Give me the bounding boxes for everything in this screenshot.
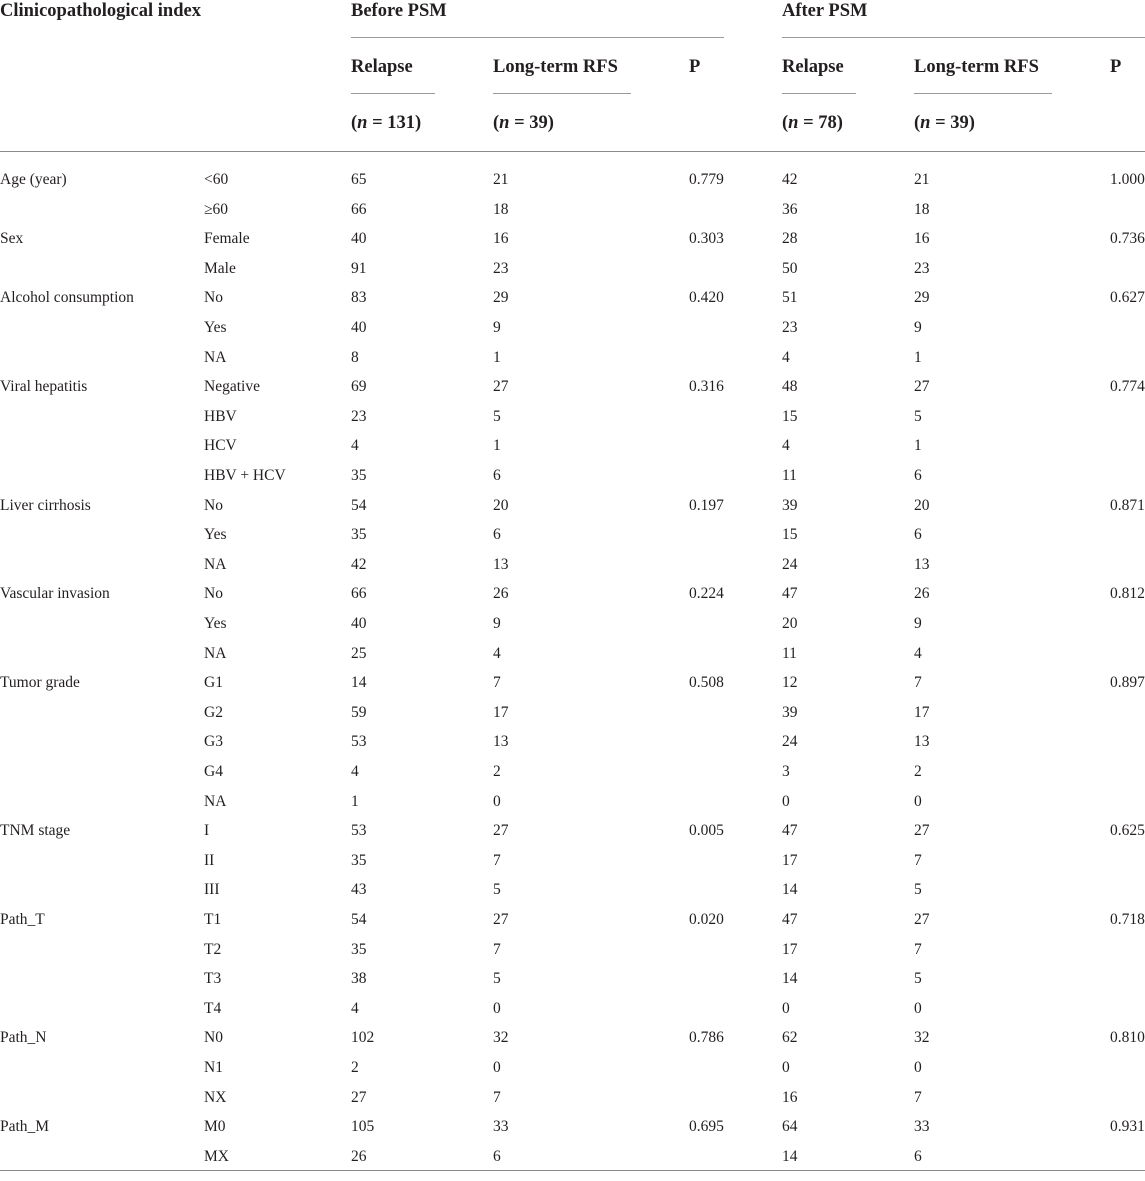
cell-before-p: 0.695 <box>689 1118 724 1136</box>
cell-category: Female <box>204 230 250 248</box>
cell-after-longterm: 13 <box>914 555 930 573</box>
cell-after-relapse: 16 <box>782 1088 798 1106</box>
cell-after-relapse: 15 <box>782 407 798 425</box>
cell-after-relapse: 47 <box>782 911 798 928</box>
cell-category: NX <box>204 1088 227 1106</box>
cell-category: MX <box>204 1147 229 1165</box>
header-index: Clinicopathological index <box>0 1 201 21</box>
cell-after-longterm: 26 <box>914 585 930 603</box>
header-before-longterm-n: (n = 39) <box>493 113 554 133</box>
cell-after-longterm: 1 <box>914 348 922 366</box>
cell-before-longterm: 0 <box>493 1059 501 1076</box>
rule-after-longterm <box>914 93 1052 94</box>
cell-category: No <box>204 585 223 603</box>
cell-before-longterm: 5 <box>493 881 501 899</box>
cell-before-p: 0.420 <box>689 289 724 307</box>
cell-before-relapse: 66 <box>351 200 367 218</box>
cell-before-relapse: 38 <box>351 970 367 988</box>
cell-after-relapse: 17 <box>782 851 798 869</box>
header-after-relapse-n: (n = 78) <box>782 113 843 133</box>
cell-category: M0 <box>204 1118 226 1136</box>
cell-before-relapse: 23 <box>351 407 367 425</box>
cell-category: Negative <box>204 378 260 396</box>
cell-before-longterm: 2 <box>493 763 501 780</box>
cell-after-p: 0.871 <box>1110 496 1145 514</box>
cell-before-relapse: 59 <box>351 703 367 721</box>
cell-category: <60 <box>204 171 229 188</box>
cell-category: N1 <box>204 1059 223 1076</box>
cell-category: No <box>204 496 223 514</box>
cell-category: T2 <box>204 940 222 958</box>
header-before-relapse: Relapse <box>351 57 413 77</box>
cell-before-relapse: 65 <box>351 171 367 188</box>
rule-table-bottom <box>0 1170 1145 1171</box>
cell-after-relapse: 14 <box>782 970 798 988</box>
rule-after-psm <box>782 37 1145 38</box>
cell-before-relapse: 4 <box>351 437 359 455</box>
header-after-p: P <box>1110 57 1122 77</box>
cell-index: TNM stage <box>0 822 71 840</box>
cell-before-longterm: 21 <box>493 171 509 188</box>
cell-before-longterm: 5 <box>493 970 501 988</box>
cell-category: T1 <box>204 911 222 928</box>
cell-after-longterm: 2 <box>914 763 922 780</box>
cell-index: Sex <box>0 230 24 248</box>
cell-index: Vascular invasion <box>0 585 110 603</box>
header-before-psm: Before PSM <box>351 1 447 21</box>
cell-category: Yes <box>204 526 227 544</box>
cell-after-relapse: 64 <box>782 1118 798 1136</box>
cell-index: Tumor grade <box>0 674 80 692</box>
cell-index: Path_M <box>0 1118 50 1136</box>
cell-before-relapse: 25 <box>351 644 367 662</box>
cell-before-p: 0.224 <box>689 585 724 603</box>
cell-before-relapse: 40 <box>351 319 367 336</box>
cell-after-relapse: 39 <box>782 496 798 514</box>
cell-after-longterm: 17 <box>914 703 930 721</box>
cell-before-relapse: 14 <box>351 674 367 692</box>
cell-before-relapse: 35 <box>351 467 367 484</box>
cell-after-relapse: 47 <box>782 585 798 603</box>
cell-before-longterm: 1 <box>493 437 501 455</box>
cell-after-longterm: 27 <box>914 378 930 396</box>
cell-after-longterm: 1 <box>914 437 922 455</box>
cell-before-relapse: 2 <box>351 1059 359 1076</box>
cell-before-longterm: 5 <box>493 407 501 425</box>
cell-category: HBV + HCV <box>204 467 286 484</box>
header-before-p: P <box>689 57 701 77</box>
cell-after-relapse: 17 <box>782 940 798 958</box>
cell-after-longterm: 4 <box>914 644 922 662</box>
cell-after-relapse: 4 <box>782 348 790 366</box>
cell-before-relapse: 40 <box>351 230 367 248</box>
cell-after-longterm: 18 <box>914 200 930 218</box>
cell-before-relapse: 53 <box>351 733 367 751</box>
cell-category: NA <box>204 792 227 810</box>
cell-before-p: 0.316 <box>689 378 724 396</box>
cell-after-relapse: 51 <box>782 289 798 307</box>
cell-after-longterm: 6 <box>914 1147 922 1165</box>
cell-after-longterm: 21 <box>914 171 930 188</box>
cell-index: Liver cirrhosis <box>0 496 91 514</box>
cell-after-relapse: 47 <box>782 822 798 840</box>
cell-after-longterm: 0 <box>914 1059 922 1076</box>
cell-before-relapse: 53 <box>351 822 367 840</box>
rule-before-relapse <box>351 93 435 94</box>
header-before-longterm: Long-term RFS <box>493 57 618 77</box>
cell-before-longterm: 13 <box>493 555 509 573</box>
cell-before-relapse: 1 <box>351 792 359 810</box>
cell-category: III <box>204 881 220 899</box>
cell-after-relapse: 28 <box>782 230 798 248</box>
cell-after-relapse: 0 <box>782 999 790 1017</box>
cell-after-p: 0.810 <box>1110 1029 1145 1047</box>
cell-before-longterm: 27 <box>493 911 509 928</box>
cell-before-longterm: 33 <box>493 1118 509 1136</box>
cell-after-relapse: 0 <box>782 1059 790 1076</box>
cell-after-relapse: 20 <box>782 615 798 632</box>
cell-category: Yes <box>204 319 227 336</box>
rule-before-longterm <box>493 93 631 94</box>
cell-before-relapse: 105 <box>351 1118 375 1136</box>
cell-category: NA <box>204 555 227 573</box>
cell-before-longterm: 29 <box>493 289 509 307</box>
cell-index: Path_T <box>0 911 45 928</box>
cell-before-longterm: 7 <box>493 674 501 692</box>
cell-after-p: 0.812 <box>1110 585 1145 603</box>
cell-before-relapse: 8 <box>351 348 359 366</box>
cell-after-longterm: 33 <box>914 1118 930 1136</box>
cell-index: Alcohol consumption <box>0 289 134 307</box>
cell-after-relapse: 48 <box>782 378 798 396</box>
cell-after-relapse: 36 <box>782 200 798 218</box>
cell-after-relapse: 4 <box>782 437 790 455</box>
cell-after-longterm: 9 <box>914 319 922 336</box>
cell-before-relapse: 35 <box>351 526 367 544</box>
header-before-relapse-n: (n = 131) <box>351 113 422 133</box>
cell-category: HCV <box>204 437 237 455</box>
cell-category: G2 <box>204 703 223 721</box>
cell-after-longterm: 9 <box>914 615 922 632</box>
cell-index: Viral hepatitis <box>0 378 88 396</box>
cell-after-longterm: 23 <box>914 259 930 277</box>
cell-index: Age (year) <box>0 171 67 188</box>
cell-before-longterm: 6 <box>493 526 501 544</box>
cell-before-relapse: 66 <box>351 585 367 603</box>
cell-before-relapse: 26 <box>351 1147 367 1165</box>
cell-before-longterm: 18 <box>493 200 509 218</box>
cell-before-p: 0.303 <box>689 230 724 248</box>
cell-before-longterm: 13 <box>493 733 509 751</box>
cell-after-longterm: 5 <box>914 970 922 988</box>
cell-before-longterm: 0 <box>493 999 501 1017</box>
cell-before-p: 0.779 <box>689 171 724 188</box>
cell-after-longterm: 7 <box>914 851 922 869</box>
cell-before-relapse: 43 <box>351 881 367 899</box>
cell-before-relapse: 35 <box>351 940 367 958</box>
cell-after-relapse: 50 <box>782 259 798 277</box>
cell-after-relapse: 62 <box>782 1029 798 1047</box>
cell-before-relapse: 40 <box>351 615 367 632</box>
cell-before-longterm: 16 <box>493 230 509 248</box>
cell-category: Male <box>204 259 236 277</box>
cell-before-relapse: 54 <box>351 911 367 928</box>
cell-category: HBV <box>204 407 237 425</box>
cell-before-longterm: 6 <box>493 1147 501 1165</box>
cell-before-longterm: 26 <box>493 585 509 603</box>
cell-before-longterm: 7 <box>493 940 501 958</box>
cell-after-relapse: 42 <box>782 171 798 188</box>
cell-index: Path_N <box>0 1029 47 1047</box>
cell-category: G3 <box>204 733 223 751</box>
cell-after-relapse: 23 <box>782 319 798 336</box>
cell-before-p: 0.786 <box>689 1029 724 1047</box>
cell-category: NA <box>204 644 227 662</box>
cell-after-p: 0.931 <box>1110 1118 1145 1136</box>
cell-after-longterm: 29 <box>914 289 930 307</box>
cell-category: T4 <box>204 999 222 1017</box>
cell-after-relapse: 24 <box>782 555 798 573</box>
cell-before-longterm: 7 <box>493 1088 501 1106</box>
cell-before-longterm: 9 <box>493 319 501 336</box>
cell-after-p: 1.000 <box>1110 171 1145 188</box>
cell-before-relapse: 54 <box>351 496 367 514</box>
cell-after-relapse: 12 <box>782 674 798 692</box>
cell-after-longterm: 20 <box>914 496 930 514</box>
cell-after-longterm: 27 <box>914 822 930 840</box>
cell-category: II <box>204 851 215 869</box>
cell-before-longterm: 6 <box>493 467 501 484</box>
cell-after-longterm: 13 <box>914 733 930 751</box>
cell-category: No <box>204 289 223 307</box>
cell-after-longterm: 0 <box>914 792 922 810</box>
cell-after-p: 0.774 <box>1110 378 1145 396</box>
rule-before-psm <box>351 37 724 38</box>
cell-after-longterm: 5 <box>914 881 922 899</box>
cell-before-longterm: 7 <box>493 851 501 869</box>
cell-category: I <box>204 822 210 840</box>
cell-before-relapse: 69 <box>351 378 367 396</box>
cell-before-longterm: 23 <box>493 259 509 277</box>
cell-after-longterm: 5 <box>914 407 922 425</box>
cell-after-relapse: 15 <box>782 526 798 544</box>
cell-before-longterm: 32 <box>493 1029 509 1047</box>
cell-after-relapse: 11 <box>782 467 797 484</box>
cell-after-relapse: 24 <box>782 733 798 751</box>
cell-after-p: 0.625 <box>1110 822 1145 840</box>
cell-before-longterm: 17 <box>493 703 509 721</box>
cell-before-longterm: 9 <box>493 615 501 632</box>
cell-before-relapse: 42 <box>351 555 367 573</box>
cell-after-p: 0.736 <box>1110 230 1145 248</box>
cell-category: Yes <box>204 615 227 632</box>
cell-before-p: 0.197 <box>689 496 724 514</box>
cell-after-longterm: 6 <box>914 526 922 544</box>
cell-before-relapse: 102 <box>351 1029 375 1047</box>
header-after-relapse: Relapse <box>782 57 844 77</box>
cell-after-longterm: 16 <box>914 230 930 248</box>
cell-after-relapse: 39 <box>782 703 798 721</box>
cell-after-relapse: 14 <box>782 881 798 899</box>
cell-before-relapse: 4 <box>351 763 359 780</box>
cell-after-p: 0.897 <box>1110 674 1145 692</box>
cell-before-p: 0.005 <box>689 822 724 840</box>
cell-after-longterm: 27 <box>914 911 930 928</box>
cell-before-p: 0.020 <box>689 911 724 928</box>
header-after-longterm-n: (n = 39) <box>914 113 975 133</box>
cell-after-longterm: 6 <box>914 467 922 484</box>
cell-after-p: 0.627 <box>1110 289 1145 307</box>
cell-category: N0 <box>204 1029 223 1047</box>
cell-before-longterm: 4 <box>493 644 501 662</box>
cell-after-longterm: 7 <box>914 674 922 692</box>
cell-before-longterm: 1 <box>493 348 501 366</box>
cell-before-relapse: 35 <box>351 851 367 869</box>
cell-before-relapse: 91 <box>351 259 367 277</box>
cell-before-longterm: 27 <box>493 378 509 396</box>
cell-after-relapse: 14 <box>782 1147 798 1165</box>
rule-after-relapse <box>782 93 856 94</box>
cell-before-relapse: 83 <box>351 289 367 307</box>
cell-category: G4 <box>204 763 223 780</box>
cell-after-relapse: 0 <box>782 792 790 810</box>
cell-before-relapse: 4 <box>351 999 359 1017</box>
cell-after-relapse: 11 <box>782 644 797 662</box>
cell-after-longterm: 32 <box>914 1029 930 1047</box>
cell-before-longterm: 27 <box>493 822 509 840</box>
cell-after-p: 0.718 <box>1110 911 1145 928</box>
cell-category: T3 <box>204 970 222 988</box>
cell-after-longterm: 7 <box>914 1088 922 1106</box>
cell-before-longterm: 0 <box>493 792 501 810</box>
cell-after-longterm: 7 <box>914 940 922 958</box>
header-after-psm: After PSM <box>782 1 868 21</box>
cell-before-relapse: 27 <box>351 1088 367 1106</box>
cell-before-p: 0.508 <box>689 674 724 692</box>
header-after-longterm: Long-term RFS <box>914 57 1039 77</box>
cell-after-relapse: 3 <box>782 763 790 780</box>
cell-after-longterm: 0 <box>914 999 922 1017</box>
cell-category: ≥60 <box>204 200 229 218</box>
cell-category: NA <box>204 348 227 366</box>
cell-before-longterm: 20 <box>493 496 509 514</box>
cell-category: G1 <box>204 674 223 692</box>
rule-header-bottom <box>0 151 1145 152</box>
